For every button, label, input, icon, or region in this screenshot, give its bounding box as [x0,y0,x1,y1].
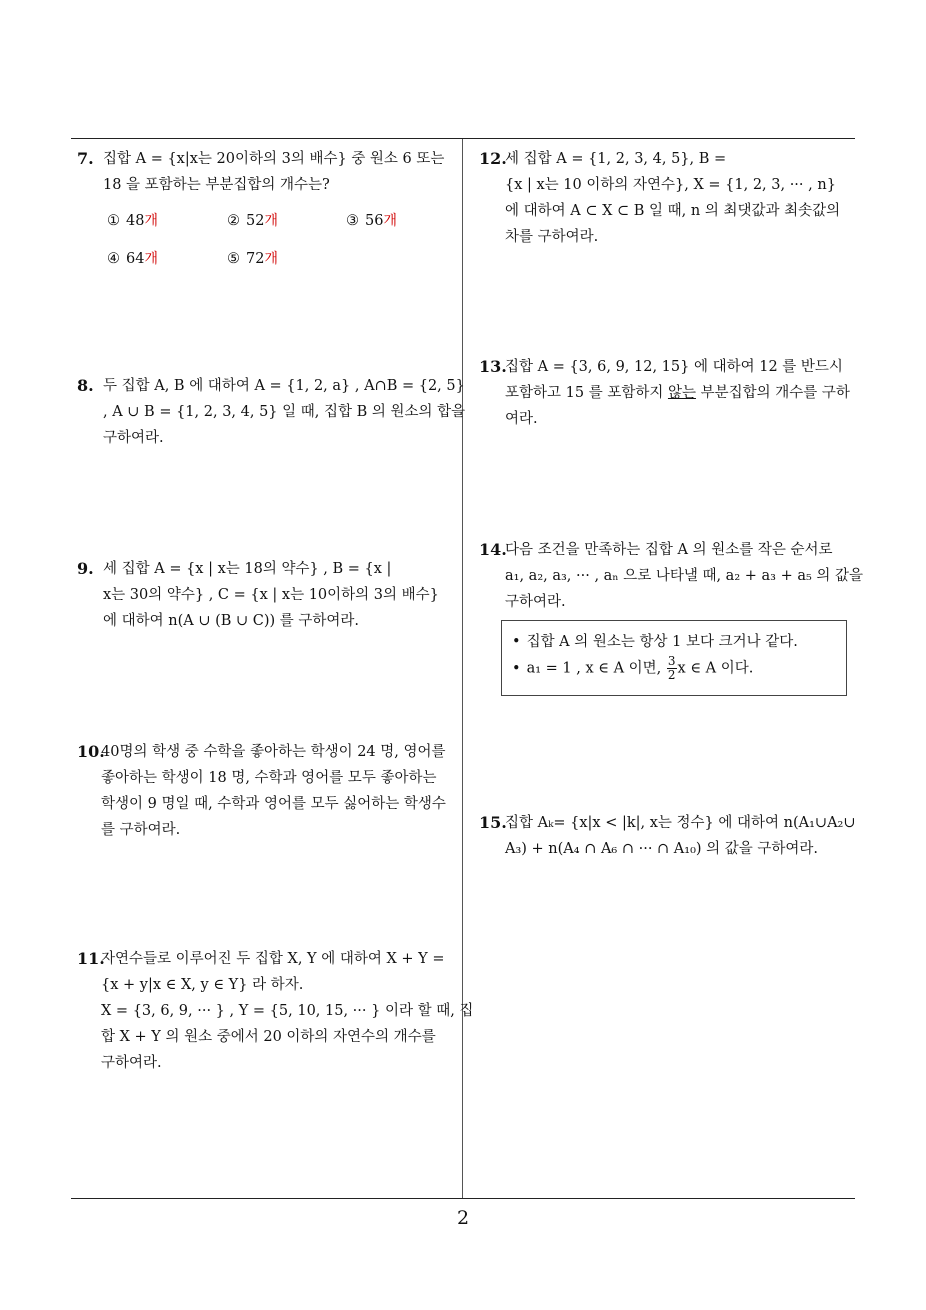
choice-3[interactable]: ③ 56개 [346,213,397,229]
question-text-line: 좋아하는 학생이 18 명, 수학과 영어를 모두 좋아하는 [101,770,437,786]
question-number: 9. [77,559,94,578]
question-text-line: 집합 Aₖ= {x|x < |k|, x는 정수} 에 대하여 n(A₁∪A₂∪ [505,815,856,831]
question-number: 13. [479,357,507,376]
question-text-line: 를 구하여라. [101,822,181,838]
choice-4[interactable]: ④ 64개 [107,251,158,267]
question-11 [77,946,474,1076]
question-text-line: 구하여라. [101,1055,162,1071]
question-text-line: 집합 A = {3, 6, 9, 12, 15} 에 대하여 12 를 반드시 [505,359,843,375]
question-text-line: {x + y|x ∈ X, y ∈ Y} 라 하자. [101,977,304,993]
emphasis-underline: 않는 [667,385,696,401]
column-divider [462,139,463,1198]
condition-2: • a₁ = 1 , x ∈ A 이면, $\frac{3}{2}$ x ∈ A 이다. [512,654,754,682]
question-number: 12. [479,149,507,168]
question-text-line: 차를 구하여라. [505,229,599,245]
question-text-line: 학생이 9 명일 때, 수학과 영어를 모두 싫어하는 학생수 [101,796,446,812]
question-number: 14. [479,540,507,559]
question-text-line: 구하여라. [505,594,566,610]
question-7 [77,146,457,284]
question-number: 10. [77,742,105,761]
question-text-line: 세 집합 A = {x | x는 18의 약수} , B = {x | [103,561,392,577]
question-15 [479,810,859,862]
question-text-line: 구하여라. [103,430,164,446]
question-text-line: 자연수들로 이루어진 두 집합 X, Y 에 대하여 X + Y = [101,951,445,967]
question-9 [77,556,457,634]
question-text-line: 40명의 학생 중 수학을 좋아하는 학생이 24 명, 영어를 [101,744,446,760]
choice-2[interactable]: ② 52개 [227,213,278,229]
question-text-line: 에 대하여 n(A ∪ (B ∪ C)) 를 구하여라. [103,613,360,629]
question-number: 11. [77,949,105,968]
question-text-line: 집합 A = {x|x는 20이하의 3의 배수} 중 원소 6 또는 [103,151,445,167]
question-number: 8. [77,376,94,395]
question-14 [479,537,864,615]
question-8 [77,373,466,451]
condition-1: • 집합 A 의 원소는 항상 1 보다 크거나 같다. [512,634,798,650]
question-text-line: , A ∪ B = {1, 2, 3, 4, 5} 일 때, 집합 B 의 원소의 합을 [103,404,466,420]
conditions-box [501,620,847,696]
choice-1[interactable]: ① 48개 [107,213,158,229]
bottom-rule [71,1198,855,1199]
question-text-line: x는 30의 약수} , C = {x | x는 10이하의 3의 배수} [103,587,439,603]
question-text-line: 두 집합 A, B 에 대하여 A = {1, 2, a} , A∩B = {2, 5} [103,378,465,394]
page-number: 2 [456,1207,470,1229]
question-number: 7. [77,149,94,168]
question-text-line: 포함하고 15 를 포함하지 않는 부분집합의 개수를 구하 [505,385,850,401]
question-text-line: 세 집합 A = {1, 2, 3, 4, 5}, B = [505,151,727,167]
question-text-line: 18 을 포함하는 부분집합의 개수는? [103,177,330,193]
question-text-line: {x | x는 10 이하의 자연수}, X = {1, 2, 3, ··· , n} [505,177,836,193]
question-10 [77,739,457,843]
question-text-line: X = {3, 6, 9, ··· } , Y = {5, 10, 15, ··· } 이라 할 때, 집 [101,1003,474,1019]
question-text-line: 합 X + Y 의 원소 중에서 20 이하의 자연수의 개수를 [101,1029,436,1045]
question-13 [479,354,859,432]
choice-5[interactable]: ⑤ 72개 [227,251,278,267]
answer-choices [81,208,457,284]
fraction: $\frac{3}{2}$ [667,654,676,682]
top-rule [71,138,855,139]
question-text-line: 여라. [505,411,538,427]
question-text-line: 에 대하여 A ⊂ X ⊂ B 일 때, n 의 최댓값과 최솟값의 [505,203,841,219]
question-text-line: 다음 조건을 만족하는 집합 A 의 원소를 작은 순서로 [505,542,833,558]
question-text-line: a₁, a₂, a₃, ··· , aₙ 으로 나타낼 때, a₂ + a₃ + a₅ 의 값을 [505,568,864,584]
question-text-line: A₃) + n(A₄ ∩ A₆ ∩ ··· ∩ A₁₀) 의 값을 구하여라. [505,841,819,857]
question-number: 15. [479,813,507,832]
question-12 [479,146,859,250]
